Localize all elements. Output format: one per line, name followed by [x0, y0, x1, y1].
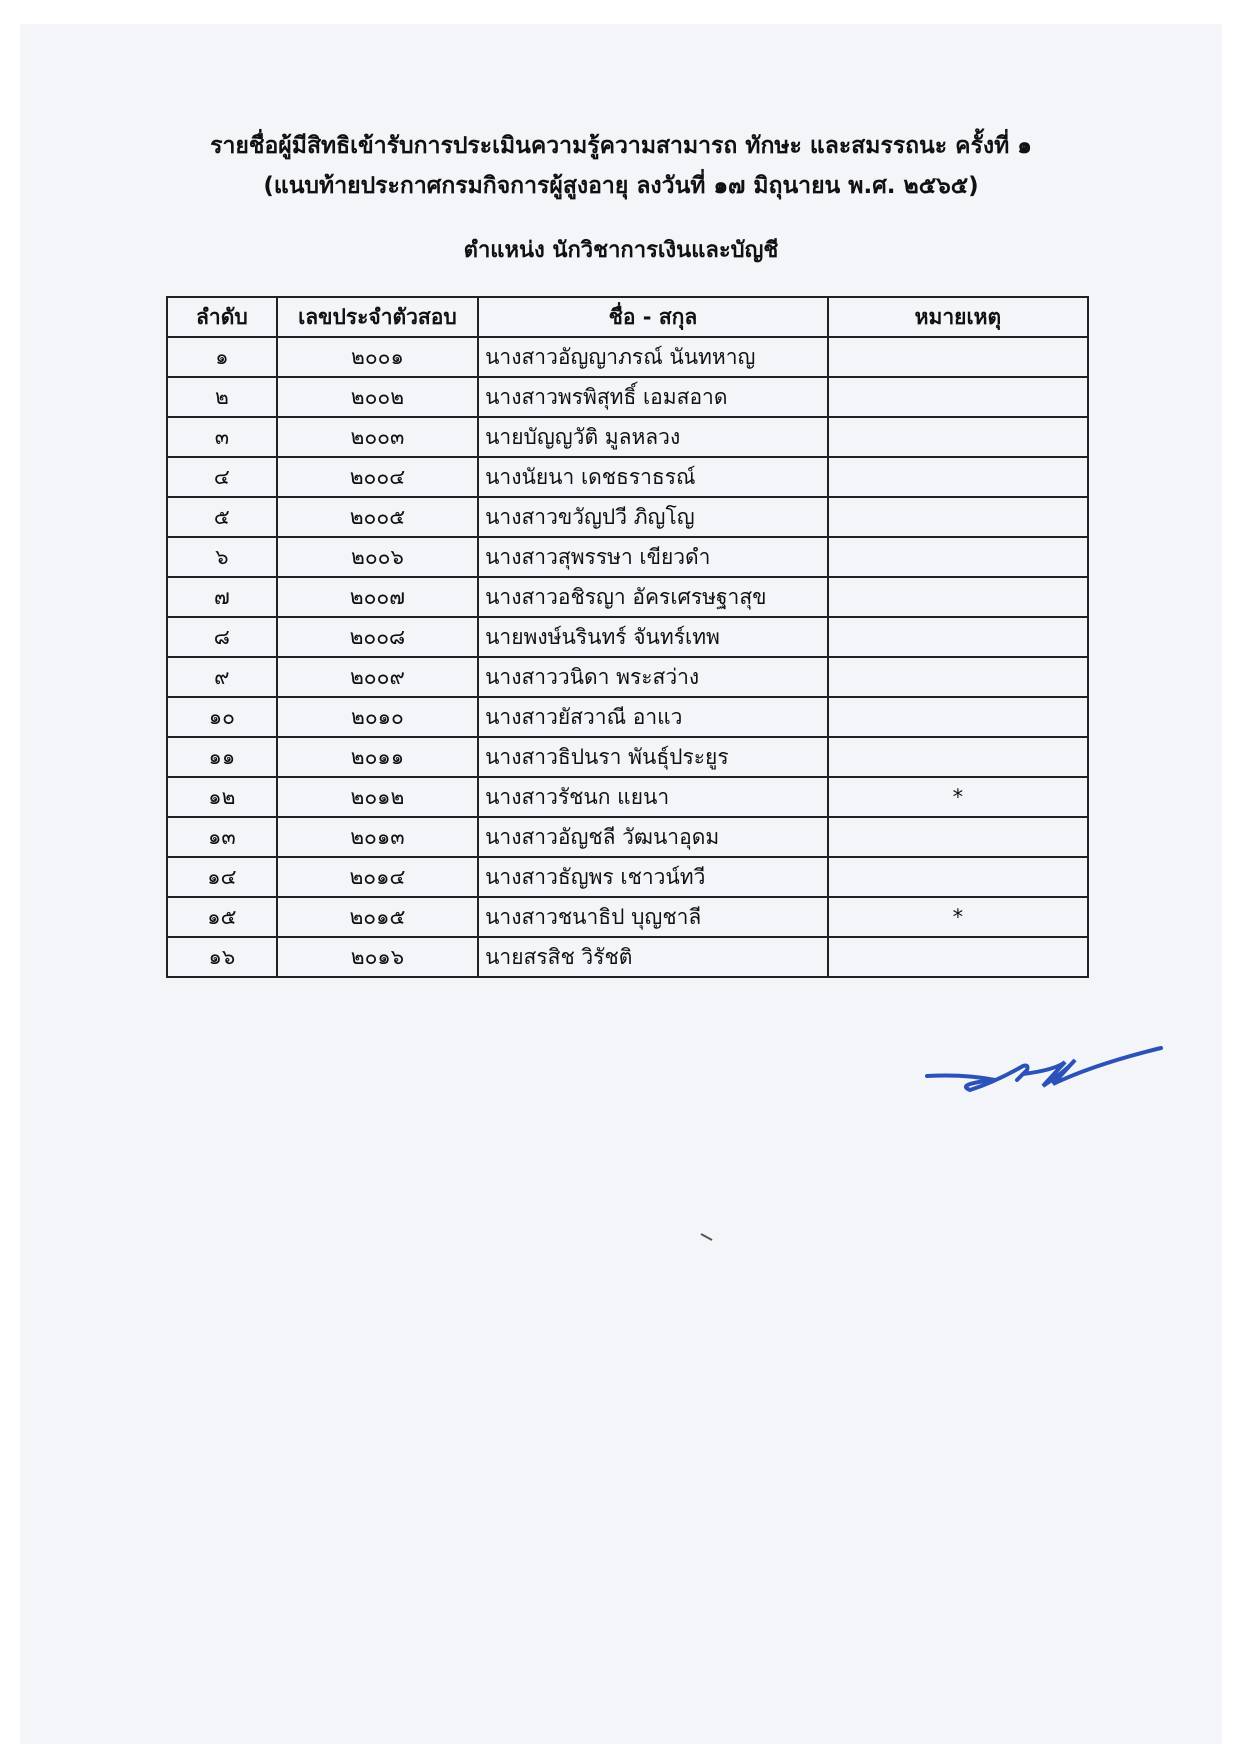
row-order: ๑ [167, 337, 277, 377]
row-exam-id: ๒๐๐๙ [277, 657, 478, 697]
row-order: ๑๑ [167, 737, 277, 777]
table-header-row [167, 297, 1088, 337]
row-note [828, 657, 1088, 697]
signature-mark [925, 1040, 1165, 1100]
row-exam-id: ๒๐๐๒ [277, 377, 478, 417]
table-row [167, 857, 1088, 897]
row-note [828, 737, 1088, 777]
row-name: นางนัยนา เดชธราธรณ์ [478, 457, 828, 497]
row-note [828, 457, 1088, 497]
table-row [167, 777, 1088, 817]
row-name: นางสาวอัญญาภรณ์ นันทหาญ [478, 337, 828, 377]
table-row [167, 697, 1088, 737]
table-row [167, 737, 1088, 777]
row-exam-id: ๒๐๑๓ [277, 817, 478, 857]
row-order: ๑๕ [167, 897, 277, 937]
table-row [167, 657, 1088, 697]
row-name: นางสาวขวัญปวี ภิญโญ [478, 497, 828, 537]
row-name: นายบัญญวัติ มูลหลวง [478, 417, 828, 457]
table-row [167, 937, 1088, 977]
row-note [828, 377, 1088, 417]
column-header-exam-id: เลขประจำตัวสอบ [277, 297, 478, 337]
row-note [828, 337, 1088, 377]
row-note [828, 937, 1088, 977]
row-name: นางสาวสุพรรษา เขียวดำ [478, 537, 828, 577]
table-row [167, 537, 1088, 577]
row-exam-id: ๒๐๑๕ [277, 897, 478, 937]
row-order: ๕ [167, 497, 277, 537]
row-exam-id: ๒๐๑๖ [277, 937, 478, 977]
row-order: ๒ [167, 377, 277, 417]
row-order: ๑๔ [167, 857, 277, 897]
row-name: นางสาวธัญพร เชาวน์ทวี [478, 857, 828, 897]
table-row [167, 897, 1088, 937]
row-exam-id: ๒๐๐๖ [277, 537, 478, 577]
row-note [828, 577, 1088, 617]
position-heading: ตำแหน่ง นักวิชาการเงินและบัญชี [463, 238, 779, 263]
table-row [167, 497, 1088, 537]
row-exam-id: ๒๐๑๔ [277, 857, 478, 897]
row-exam-id: ๒๐๐๓ [277, 417, 478, 457]
row-note [828, 857, 1088, 897]
stray-mark [700, 1232, 714, 1242]
row-order: ๓ [167, 417, 277, 457]
row-order: ๔ [167, 457, 277, 497]
row-name: นางสาววนิดา พระสว่าง [478, 657, 828, 697]
row-note [828, 697, 1088, 737]
row-note [828, 617, 1088, 657]
row-exam-id: ๒๐๐๑ [277, 337, 478, 377]
document-subtitle: (แนบท้ายประกาศกรมกิจการผู้สูงอายุ ลงวันที่ ๑๗ มิถุนายน พ.ศ. ๒๕๖๕) [263, 173, 979, 199]
row-exam-id: ๒๐๑๑ [277, 737, 478, 777]
row-order: ๙ [167, 657, 277, 697]
column-header-order: ลำดับ [167, 297, 277, 337]
row-note: * [828, 777, 1088, 817]
row-name: นายพงษ์นรินทร์ จันทร์เทพ [478, 617, 828, 657]
row-name: นางสาวอชิรญา อัครเศรษฐาสุข [478, 577, 828, 617]
table-row [167, 337, 1088, 377]
row-name: นางสาวธิปนรา พันธุ์ประยูร [478, 737, 828, 777]
row-name: นางสาวอัญชลี วัฒนาอุดม [478, 817, 828, 857]
row-note: * [828, 897, 1088, 937]
row-order: ๖ [167, 537, 277, 577]
row-exam-id: ๒๐๐๕ [277, 497, 478, 537]
candidate-table [166, 296, 1089, 978]
row-name: นางสาวยัสวาณี อาแว [478, 697, 828, 737]
row-name: นางสาวรัชนก แยนา [478, 777, 828, 817]
row-exam-id: ๒๐๑๐ [277, 697, 478, 737]
row-name: นายสรสิช วิรัชติ [478, 937, 828, 977]
row-name: นางสาวพรพิสุทธิ์ เอมสอาด [478, 377, 828, 417]
table-row [167, 617, 1088, 657]
row-order: ๑๐ [167, 697, 277, 737]
table-row [167, 577, 1088, 617]
column-header-note: หมายเหตุ [828, 297, 1088, 337]
table-row [167, 377, 1088, 417]
table-row [167, 417, 1088, 457]
column-header-name: ชื่อ - สกุล [478, 297, 828, 337]
row-order: ๘ [167, 617, 277, 657]
row-order: ๗ [167, 577, 277, 617]
row-order: ๑๒ [167, 777, 277, 817]
row-order: ๑๓ [167, 817, 277, 857]
row-name: นางสาวชนาธิป บุญชาลี [478, 897, 828, 937]
row-note [828, 537, 1088, 577]
row-note [828, 497, 1088, 537]
row-note [828, 817, 1088, 857]
table-row [167, 457, 1088, 497]
row-order: ๑๖ [167, 937, 277, 977]
row-exam-id: ๒๐๐๗ [277, 577, 478, 617]
table-row [167, 817, 1088, 857]
row-note [828, 417, 1088, 457]
row-exam-id: ๒๐๐๔ [277, 457, 478, 497]
row-exam-id: ๒๐๐๘ [277, 617, 478, 657]
document-title: รายชื่อผู้มีสิทธิเข้ารับการประเมินความรู้ความสามารถ ทักษะ และสมรรถนะ ครั้งที่ ๑ [210, 133, 1032, 159]
row-exam-id: ๒๐๑๒ [277, 777, 478, 817]
